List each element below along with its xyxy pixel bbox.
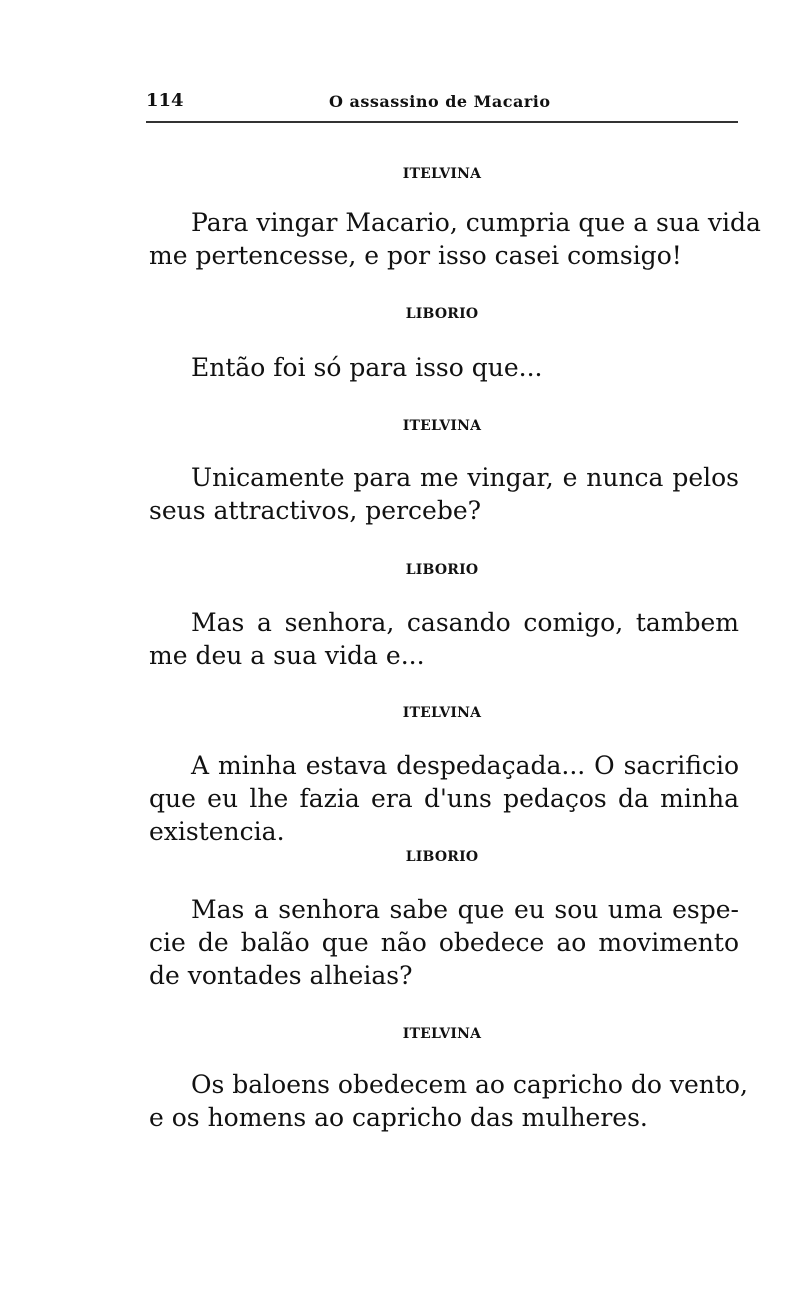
speech-line: Mas a senhora, casando comigo, tambem <box>191 608 739 637</box>
speech-line: cie de balão que não obedece ao movimento <box>149 928 739 957</box>
speech-line: de vontades alheias? <box>149 961 413 990</box>
speech-line: Para vingar Macario, cumpria que a sua vida <box>191 208 761 237</box>
speech-line: Então foi só para isso que... <box>191 353 543 382</box>
speech-line: existencia. <box>149 817 285 846</box>
speech-paragraph <box>149 461 739 527</box>
page-header <box>146 88 738 114</box>
speaker-label: LIBORIO <box>405 306 479 322</box>
speaker-label: LIBORIO <box>405 562 479 578</box>
speech-paragraph <box>149 1068 748 1134</box>
speech-paragraph <box>149 606 739 672</box>
speaker-label: ITELVINA <box>402 166 482 182</box>
speech-paragraph <box>149 206 761 272</box>
speech-line: A minha estava despedaçada... O sacrificio <box>191 751 739 780</box>
header-rule <box>146 121 738 123</box>
speech-line: Unicamente para me vingar, e nunca pelos <box>191 463 739 492</box>
speech-line: que eu lhe fazia era d'uns pedaços da minha <box>149 784 739 813</box>
running-title: O assassino de Macario <box>329 92 551 111</box>
speaker-label: ITELVINA <box>402 705 482 721</box>
speech-paragraph <box>149 749 739 848</box>
speech-line: Os baloens obedecem ao capricho do vento, <box>191 1070 748 1099</box>
speech-paragraph <box>149 351 739 384</box>
speech-paragraph <box>149 893 739 992</box>
speech-line: me pertencesse, e por isso casei comsigo! <box>149 241 682 270</box>
speech-line: seus attractivos, percebe? <box>149 496 482 525</box>
speech-line: Mas a senhora sabe que eu sou uma espe- <box>191 895 739 924</box>
speaker-label: ITELVINA <box>402 1026 482 1042</box>
speech-line: me deu a sua vida e... <box>149 641 425 670</box>
speech-line: e os homens ao capricho das mulheres. <box>149 1103 648 1132</box>
speaker-label: LIBORIO <box>405 849 479 865</box>
speaker-label: ITELVINA <box>402 418 482 434</box>
page-number: 114 <box>146 90 184 111</box>
